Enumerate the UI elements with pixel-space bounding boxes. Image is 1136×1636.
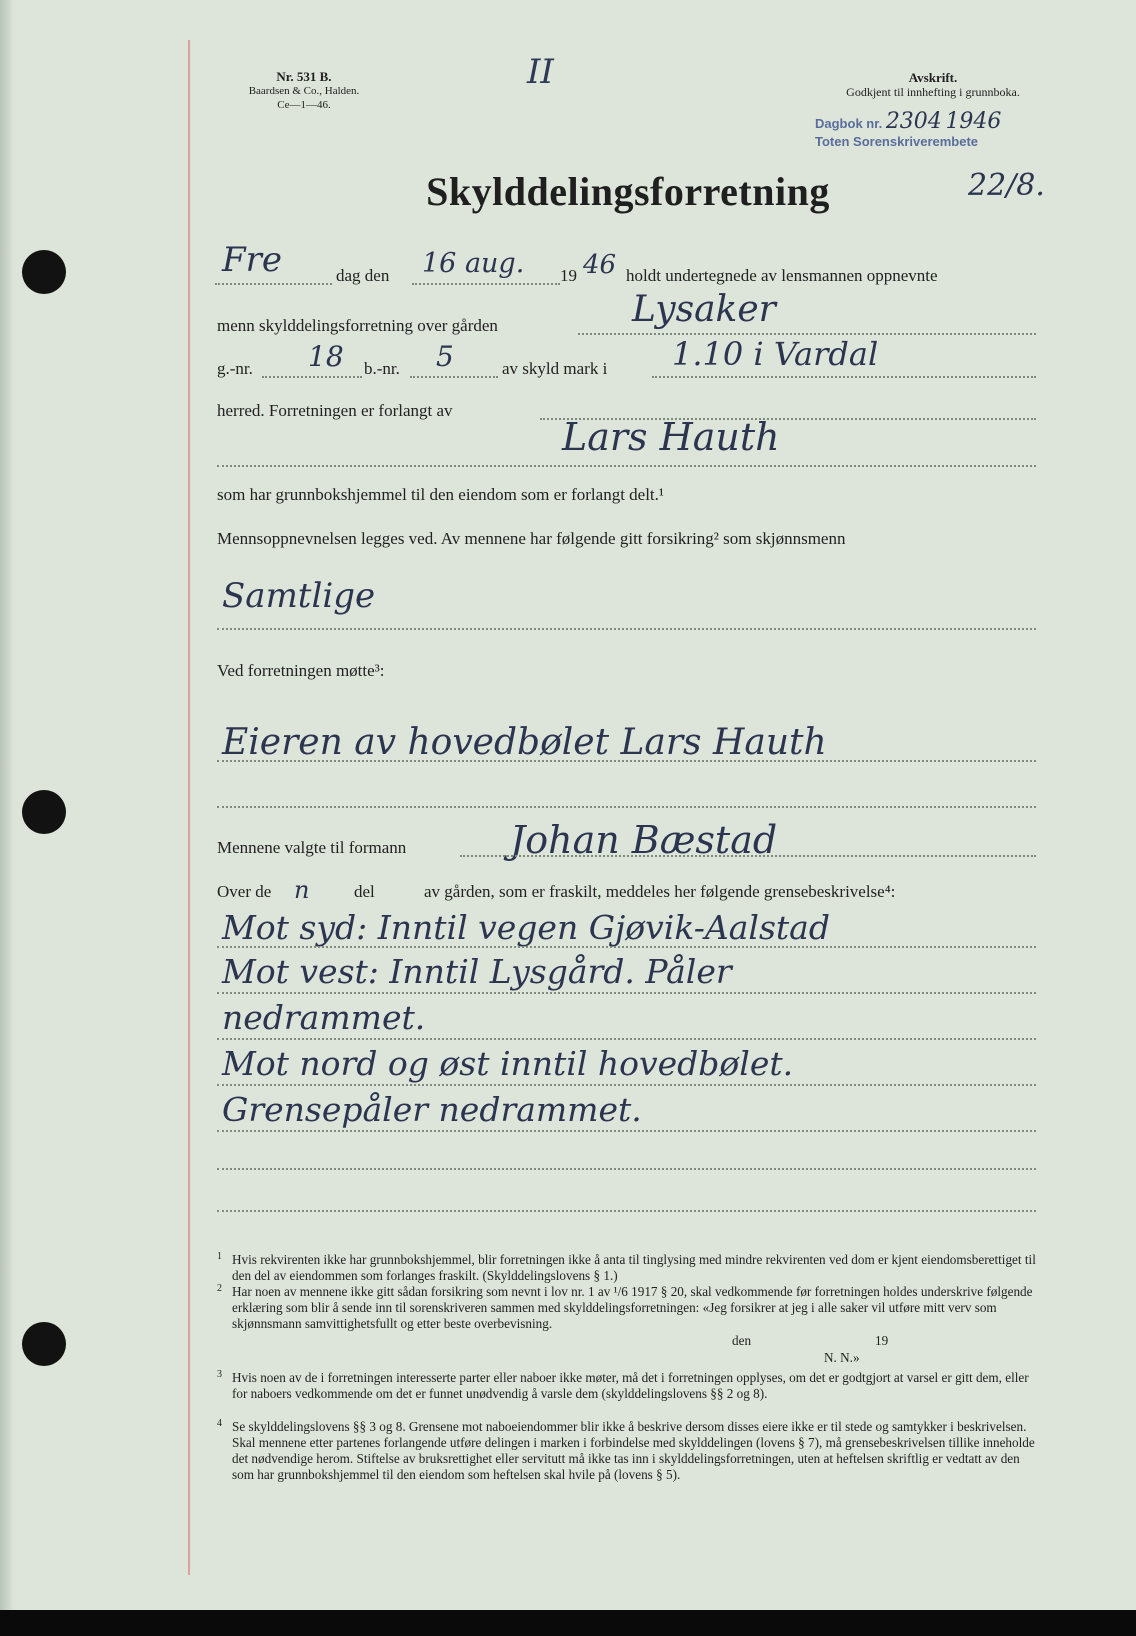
stamp-label: Dagbok nr. <box>815 116 883 131</box>
registry-stamp <box>815 109 1002 151</box>
printer-block <box>244 70 364 112</box>
farm-handwritten: Lysaker <box>632 289 776 330</box>
form-number: Nr. 531 B. <box>276 69 332 84</box>
grense-line-3: nedrammet. <box>222 998 426 1037</box>
footnote-2-nn: N. N.» <box>824 1350 860 1365</box>
label-bnr: b.-nr. <box>364 359 400 378</box>
rule <box>652 376 1036 378</box>
forsikring-handwritten: Samtlige <box>222 576 376 616</box>
footnote-2: 2 Har noen av mennene ikke gitt sådan forsikring som nevnt i lov nr. 1 av ¹/6 1917 § 20, skal vedkommende før forretningen holdes underskrive følgende erklæring som blir å sende inn til sorenskriveren sammen med skylddelingsforretningen: «Jeg forsikrer at jeg i alle saker vil utføre mitt verv som skjønnsmann samvittighetsfullt og etter beste overbevisning. <box>217 1283 1033 1331</box>
requester-handwritten: Lars Hauth <box>562 415 780 459</box>
rule <box>217 465 1036 467</box>
rule <box>460 855 1036 857</box>
text-holdt: holdt undertegnede av lensmannen oppnevnte <box>626 266 938 285</box>
rule <box>262 376 362 378</box>
rule <box>215 283 332 285</box>
label-year-prefix: 19 <box>560 266 577 285</box>
skyld-handwritten: 1.10 i Vardal <box>672 335 879 373</box>
text-motte: Ved forretningen møtte³: <box>217 661 385 680</box>
label-dag-den: dag den <box>336 266 390 285</box>
rule <box>412 283 560 285</box>
text-grunnbok: som har grunnbokshjemmel til den eiendom som er forlangt delt.¹ <box>217 485 665 504</box>
avskrift-title: Avskrift. <box>908 70 958 85</box>
formann-handwritten: Johan Bæstad <box>510 818 778 862</box>
rule <box>217 992 1036 994</box>
footnote-1: 1 Hvis rekvirenten ikke har grunnbokshjemmel, blir forretningen ikke å anta til tinglysing med mindre rekvirenten ved dom er kjent eiendomsberettiget til den del av eiendommen som forlanges fraskilt. (Skylddelingslovens § 1.) <box>217 1251 1036 1283</box>
text-menn: menn skylddelingsforretning over gården <box>217 316 498 335</box>
text-over-rest: av gården, som er fraskilt, meddeles her følgende grensebeskrivelse⁴: <box>424 882 896 901</box>
rule <box>217 806 1036 808</box>
roman-numeral: II <box>527 52 554 92</box>
footnote-4-text: Se skylddelingslovens §§ 3 og 8. Grensene mot naboeiendommer blir ikke å beskrive dersom disses eiere ikke er til stede og samtykker i beskrivelsen. Skal mennene etter partenes forlangende utføre delingen i marken i forbindelse med skylddelingen (lovens § 7), må grensebeskrivelsen tillike inneholde det nødvendige herom. Stiftelse av bruksrettighet eller servitutt må ikke tas inn i skylddelingsforretningen, uten at heftelsen skriftlig er vedtatt av den som har grunnbokshjemmel til den eiendom som heftelsen skal hvile på (lovens § 5). <box>232 1419 1035 1482</box>
grense-line-4: Mot nord og øst inntil hovedbølet. <box>222 1044 794 1083</box>
gnr-handwritten: 18 <box>308 340 344 373</box>
footnote-3: 3 Hvis noen av de i forretningen interesserte parter eller naboer ikke møter, må det i forretningen opplyses, om det er godtgjort at varsel er gitt dem, eller for naboers vedkommende om det er funnet unødvendig å varsle dem (skylddelingslovens §§ 2 og 8). <box>217 1369 1029 1401</box>
weekday-handwritten: Fre <box>222 240 282 280</box>
rule <box>217 1038 1036 1040</box>
punch-hole-middle <box>22 790 66 834</box>
grense-line-5: Grensepåler nedrammet. <box>222 1090 642 1129</box>
avskrift-note: Godkjent til innhefting i grunnboka. <box>846 85 1020 99</box>
printer-name: Baardsen & Co., Halden. <box>248 85 360 97</box>
stamp-office: Toten Sorenskriverembete <box>815 134 979 149</box>
rule <box>217 760 1036 762</box>
footnote-3-text: Hvis noen av de i forretningen interesserte parter eller naboer ikke møter, må det i forretningen opplyses, om det er godtgjort at varsel er gitt dem, eller for naboers vedkommende om det er funnet unødvendig å varsle dem (skylddelingslovens §§ 2 og 8). <box>232 1370 1029 1401</box>
year-handwritten: 46 <box>583 250 617 280</box>
margin-line <box>188 40 190 1575</box>
footnote-4: 4 Se skylddelingslovens §§ 3 og 8. Grensene mot naboeiendommer blir ikke å beskrive dersom disses eiere ikke er til stede og samtykker i beskrivelsen. Skal mennene etter partenes forlangende utføre delingen i marken i forbindelse med skylddelingen (lovens § 7), må grensebeskrivelsen tillike inneholde det nødvendige herom. Stiftelse av bruksrettighet eller servitutt må ikke tas inn i skylddelingsforretningen, uten at heftelsen skriftlig er vedtatt av den som har grunnbokshjemmel til den eiendom som heftelsen skal hvile på (lovens § 5). <box>217 1418 1035 1482</box>
grense-line-2: Mot vest: Inntil Lysgård. Påler <box>222 952 732 991</box>
text-herred: herred. Forretningen er forlangt av <box>217 401 453 420</box>
footnote-2-year: 19 <box>875 1333 889 1348</box>
punch-hole-top <box>22 250 66 294</box>
rule <box>217 1210 1036 1212</box>
text-over-de: Over de <box>217 882 272 901</box>
bnr-handwritten: 5 <box>436 340 454 373</box>
rule <box>540 418 1036 420</box>
footnote-2-den: den <box>732 1333 752 1348</box>
footnote-1-text: Hvis rekvirenten ikke har grunnbokshjemmel, blir forretningen ikke å anta til tinglysing med mindre rekvirenten ved dom er kjent eiendomsberettiget til den del av eiendommen som forlanges fraskilt. (Skylddelingslovens § 1.) <box>232 1252 1036 1283</box>
document-title: Skylddelingsforretning <box>426 169 830 214</box>
label-skyld: av skyld mark i <box>502 359 608 378</box>
rule <box>217 1168 1036 1170</box>
motte-handwritten: Eieren av hovedbølet Lars Hauth <box>222 722 827 763</box>
rule <box>217 946 1036 948</box>
over-handwritten: n <box>294 876 310 904</box>
punch-hole-bottom <box>22 1322 66 1366</box>
rule <box>217 1130 1036 1132</box>
text-del: del <box>354 882 375 901</box>
rule <box>217 628 1036 630</box>
footnote-2-text: Har noen av mennene ikke gitt sådan forsikring som nevnt i lov nr. 1 av ¹/6 1917 § 20, skal vedkommende før forretningen holdes underskrive følgende erklæring som blir å sende inn til sorenskriveren sammen med skylddelingsforretningen: «Jeg forsikrer at jeg i alle saker vil utføre mitt verv som skjønnsmann samvittighetsfullt og etter beste overbevisning. <box>232 1284 1033 1331</box>
avskrift-block <box>828 70 1038 100</box>
label-gnr: g.-nr. <box>217 359 253 378</box>
date-handwritten: 16 aug. <box>422 248 525 279</box>
rule <box>410 376 498 378</box>
text-mennsopp: Mennsoppnevnelsen legges ved. Av mennene har følgende gitt forsikring² som skjønnsmenn <box>217 529 846 548</box>
stamp-number: 2304 <box>885 109 942 134</box>
grense-line-1: Mot syd: Inntil vegen Gjøvik-Aalstad <box>222 908 830 947</box>
rule <box>217 1084 1036 1086</box>
page-shadow <box>0 0 14 1610</box>
stamp-date: 22/8. <box>968 168 1045 203</box>
scan-bottom-edge <box>0 1610 1136 1636</box>
stamp-year: 1946 <box>945 109 1002 134</box>
print-code: Ce—1—46. <box>277 99 331 111</box>
text-formann: Mennene valgte til formann <box>217 838 407 857</box>
